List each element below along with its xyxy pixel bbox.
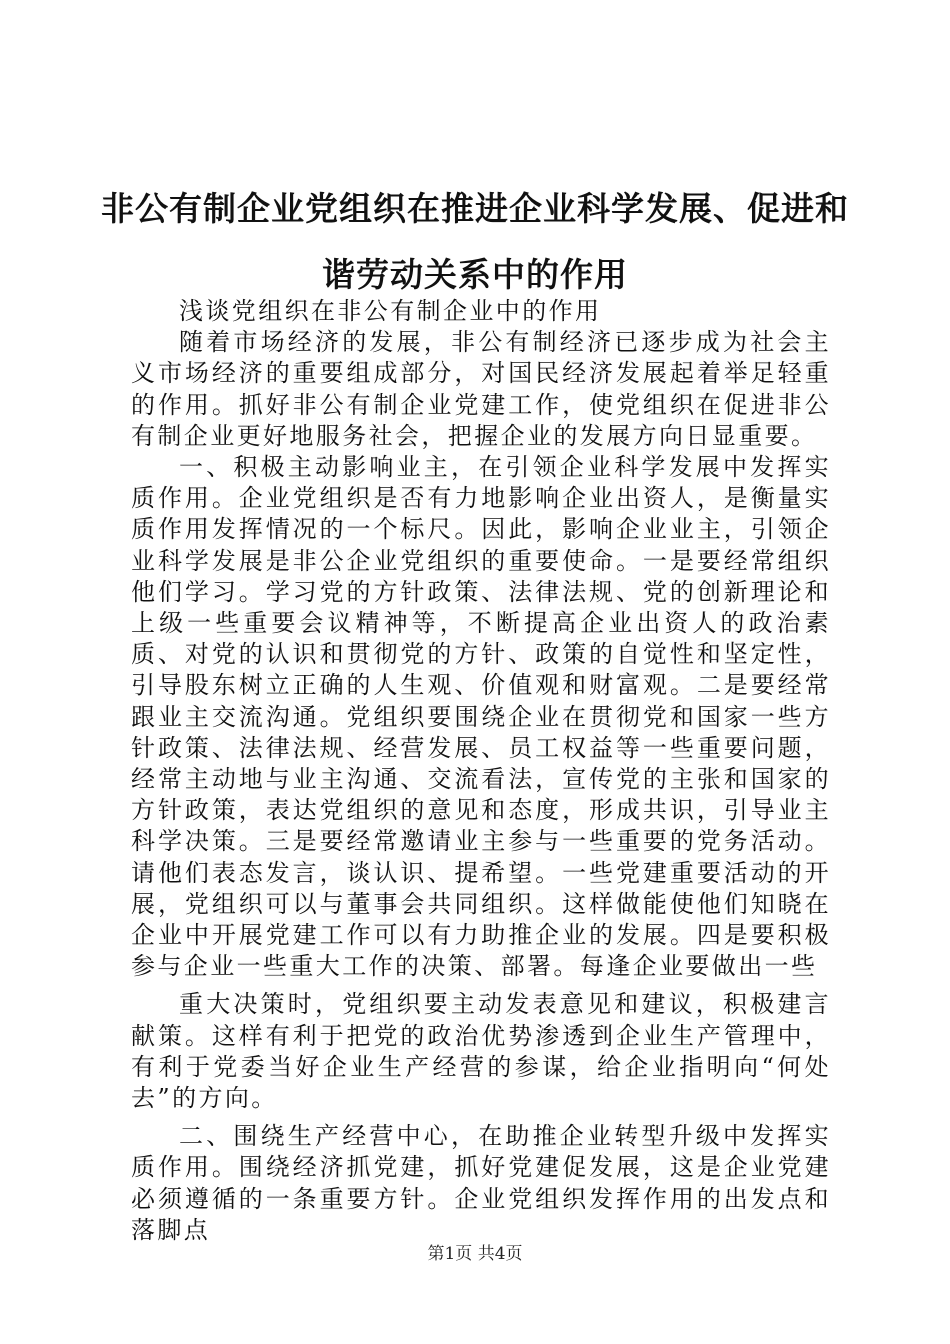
document-title: 非公有制企业党组织在推进企业科学发展、促进和谐劳动关系中的作用 [101, 189, 849, 294]
body-paragraph: 重大决策时，党组织要主动发表意见和建议，积极建言献策。这样有利于把党的政治优势渗透到企业生产管理中，有利于党委当好企业生产经营的参谋，给企业指明向“何处去”的方向。 [131, 990, 831, 1113]
body-paragraph: 随着市场经济的发展，非公有制经济已逐步成为社会主义市场经济的重要组成部分，对国民经济发展起着举足轻重的作用。抓好非公有制企业党建工作，使党组织在促进非公有制企业更好地服务社会，把握企业的发展方向日显重要。 [131, 328, 831, 450]
document-subtitle: 浅谈党组织在非公有制企业中的作用 [179, 297, 602, 325]
document-body [131, 296, 831, 1246]
body-paragraph: 一、积极主动影响业主，在引领企业科学发展中发挥实质作用。企业党组织是否有力地影响企业出资人，是衡量实质作用发挥情况的一个标尺。因此，影响企业业主，引领企业科学发展是非公企业党组织的重要使命。一是要经常组织他们学习。学习党的方针政策、法律法规、党的创新理论和上级一些重要会议精神等，不断提高企业出资人的政治素质、对党的认识和贯彻党的方针、政策的自觉性和坚定性，引导股东树立正确的人生观、价值观和财富观。二是要经常跟业主交流沟通。党组织要围绕企业在贯彻党和国家一些方针政策、法律法规、经营发展、员工权益等一些重要问题，经常主动地与业主沟通、交流看法，宣传党的主张和国家的方针政策，表达党组织的意见和态度，形成共识，引导业主科学决策。三是要经常邀请业主参与一些重要的党务活动。请他们表态发言，谈认识、提希望。一些党建重要活动的开展，党组织可以与董事会共同组织。这样做能使他们知晓在企业中开展党建工作可以有力助推企业的发展。四是要积极参与企业一些重大工作的决策、部署。每逢企业要做出一些 [131, 453, 831, 981]
body-paragraph: 二、围绕生产经营中心，在助推企业转型升级中发挥实质作用。围绕经济抓党建，抓好党建促发展，这是企业党建必须遵循的一条重要方针。企业党组织发挥作用的出发点和落脚点 [131, 1122, 831, 1244]
page-number-footer: 第1页 共4页 [427, 1244, 523, 1264]
